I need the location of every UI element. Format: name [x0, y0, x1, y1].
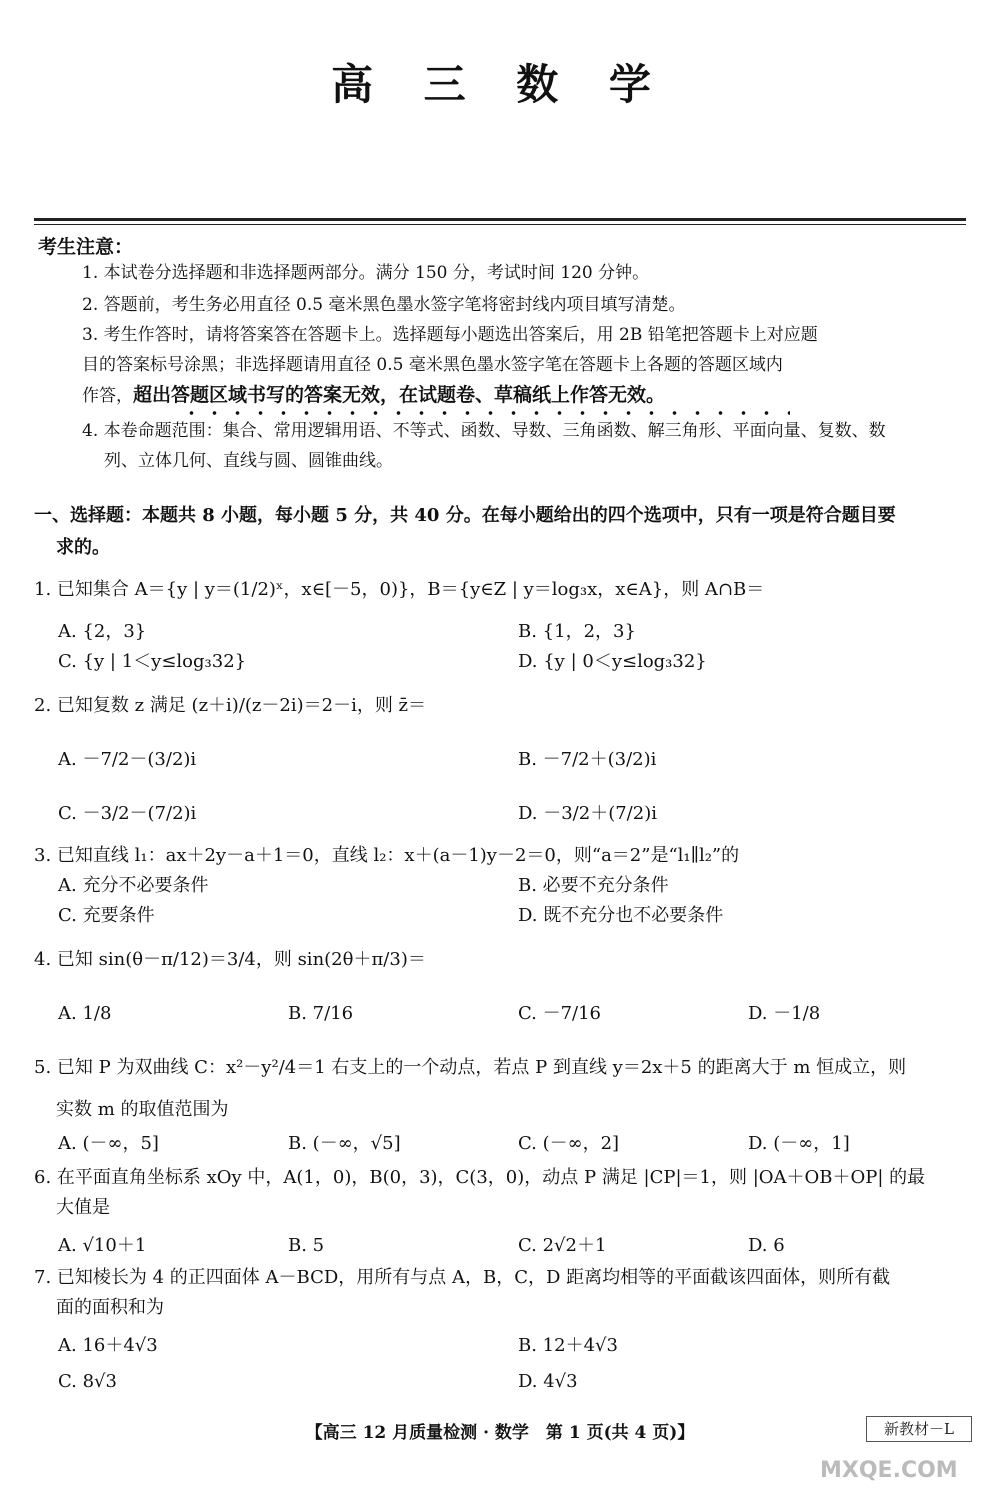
notice-item-4-cont: 列、立体几何、直线与圆、圆锥曲线。: [104, 451, 393, 471]
page-title: 高 三 数 学: [331, 60, 669, 109]
q4-option-c: C. －7/16: [518, 1003, 601, 1024]
q1-option-a: A. {2，3}: [58, 621, 147, 642]
q1-option-c: C. {y | 1＜y≤log₃32}: [58, 651, 247, 672]
question-2-stem: 2. 已知复数 z 满足 (z＋i)/(z－2i)＝2－i，则 z̄＝: [34, 695, 427, 716]
q1-option-d: D. {y | 0＜y≤log₃32}: [518, 651, 707, 672]
q5-option-c: C. (－∞，2]: [518, 1133, 620, 1154]
q3-option-a: A. 充分不必要条件: [58, 875, 209, 896]
edition-stamp: 新教材－L: [866, 1416, 972, 1442]
question-3-stem: 3. 已知直线 l₁：ax＋2y－a＋1＝0，直线 l₂：x＋(a－1)y－2＝0，则“a＝2”是“l₁∥l₂”的: [34, 845, 740, 866]
q7-option-a: A. 16＋4√3: [58, 1335, 158, 1356]
question-5-stem: 5. 已知 P 为双曲线 C：x²－y²/4＝1 右支上的一个动点，若点 P 到直线 y＝2x＋5 的距离大于 m 恒成立，则: [34, 1057, 907, 1078]
q7-option-d: D. 4√3: [518, 1371, 578, 1392]
q2-option-d: D. －3/2＋(7/2)i: [518, 803, 657, 824]
question-6-stem-cont: 大值是: [56, 1197, 110, 1218]
section-heading-cont: 求的。: [56, 537, 110, 558]
q5-option-a: A. (－∞，5]: [58, 1133, 159, 1154]
q3-option-b: B. 必要不充分条件: [518, 875, 669, 896]
q7-option-b: B. 12＋4√3: [518, 1335, 618, 1356]
question-7-stem-cont: 面的面积和为: [56, 1297, 164, 1318]
notice-item-4: 4. 本卷命题范围：集合、常用逻辑用语、不等式、函数、导数、三角函数、解三角形、平面向量、复数、数: [82, 421, 886, 441]
q3-option-d: D. 既不充分也不必要条件: [518, 905, 724, 926]
header-rule-thick: [34, 218, 966, 221]
q7-option-c: C. 8√3: [58, 1371, 117, 1392]
question-7-stem: 7. 已知棱长为 4 的正四面体 A－BCD，用所有与点 A，B，C，D 距离均相等的平面截该四面体，则所有截: [34, 1267, 891, 1288]
header-rule-thin: [34, 224, 966, 225]
q2-option-c: C. －3/2－(7/2)i: [58, 803, 197, 824]
notice-item-3-end: [82, 382, 665, 409]
notice-emphasis: 超出答题区域书写的答案无效，在试题卷、草稿纸上作答无效。: [133, 384, 666, 406]
emphasis-dots: [180, 410, 790, 416]
notice-heading: 考生注意：: [38, 236, 134, 258]
notice-item-3-cont: 目的答案标号涂黑；非选择题请用直径 0.5 毫米黑色墨水签字笔在答题卡上各题的答题区域内: [82, 355, 783, 375]
q5-option-b: B. (－∞，√5]: [288, 1133, 401, 1154]
notice-item-2: 2. 答题前，考生务必用直径 0.5 毫米黑色墨水签字笔将密封线内项目填写清楚。: [82, 295, 686, 315]
q4-option-a: A. 1/8: [58, 1003, 112, 1024]
notice-item-3: 3. 考生作答时，请将答案答在答题卡上。选择题每小题选出答案后，用 2B 铅笔把答题卡上对应题: [82, 325, 818, 345]
notice-item-3-prefix: 作答，: [82, 386, 133, 406]
question-1-stem: 1. 已知集合 A＝{y | y＝(1/2)ˣ，x∈[－5，0)}，B＝{y∈Z | y＝log₃x，x∈A}，则 A∩B＝: [34, 579, 765, 600]
q3-option-c: C. 充要条件: [58, 905, 155, 926]
question-6-stem: 6. 在平面直角坐标系 xOy 中，A(1，0)，B(0，3)，C(3，0)，动点 P 满足 |CP|＝1，则 |OA＋OB＋OP| 的最: [34, 1167, 926, 1188]
q5-option-d: D. (－∞，1]: [748, 1133, 850, 1154]
q6-option-b: B. 5: [288, 1235, 325, 1256]
question-5-stem-cont: 实数 m 的取值范围为: [56, 1099, 229, 1120]
q4-option-d: D. －1/8: [748, 1003, 821, 1024]
q6-option-a: A. √10＋1: [58, 1235, 147, 1256]
q4-option-b: B. 7/16: [288, 1003, 354, 1024]
q2-option-b: B. －7/2＋(3/2)i: [518, 749, 657, 770]
q6-option-c: C. 2√2＋1: [518, 1235, 607, 1256]
q6-option-d: D. 6: [748, 1235, 785, 1256]
question-4-stem: 4. 已知 sin(θ－π/12)＝3/4，则 sin(2θ＋π/3)＝: [34, 949, 426, 970]
notice-item-1: 1. 本试卷分选择题和非选择题两部分。满分 150 分，考试时间 120 分钟。: [82, 263, 650, 283]
q2-option-a: A. －7/2－(3/2)i: [58, 749, 197, 770]
section-heading: 一、选择题：本题共 8 小题，每小题 5 分，共 40 分。在每小题给出的四个选项中，只有一项是符合题目要: [34, 505, 896, 526]
watermark: MXQE.COM: [820, 1458, 958, 1483]
q1-option-b: B. {1，2，3}: [518, 621, 636, 642]
page-footer: 【高三 12 月质量检测 · 数学 第 1 页(共 4 页)】: [305, 1423, 695, 1443]
